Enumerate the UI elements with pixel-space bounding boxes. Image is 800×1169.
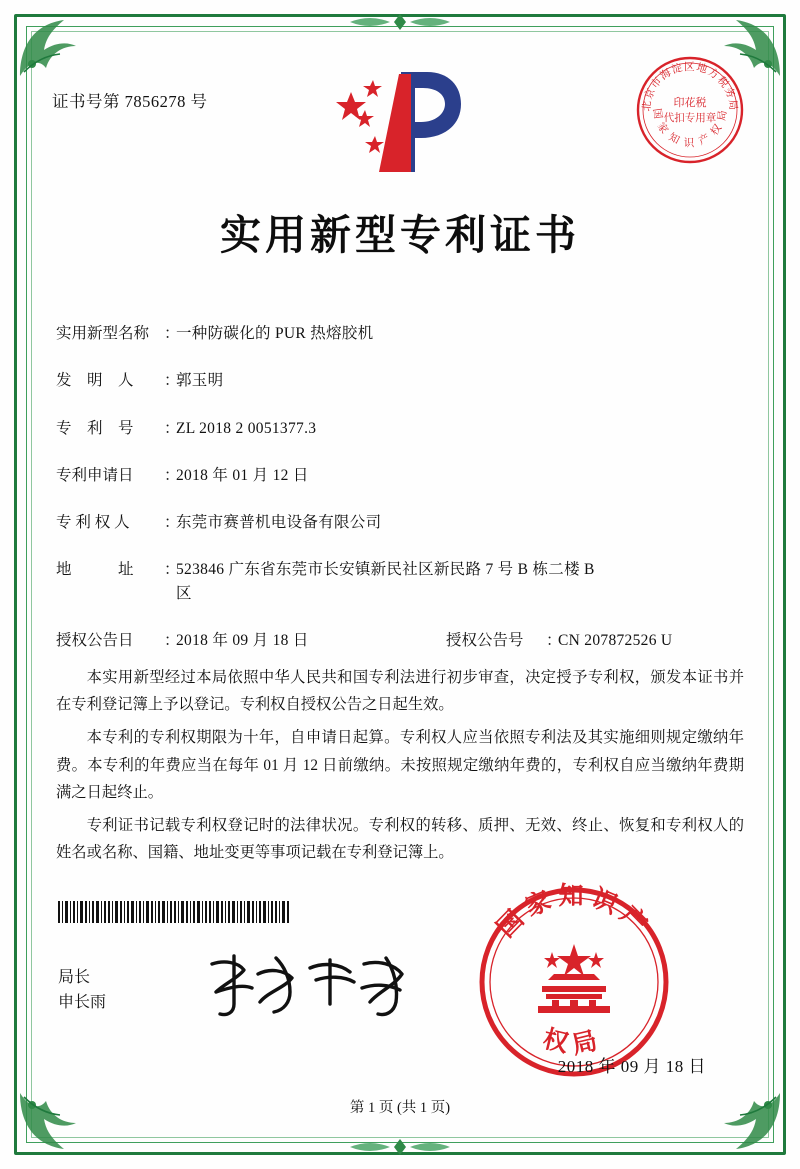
svg-text:国家知识产: 国家知识产 [492,883,656,943]
field-row-patentee [56,511,744,534]
director-signature-image [198,944,428,1024]
paragraph: 专利证书记载专利权登记时的法律状况。专利权的转移、质押、无效、终止、恢复和专利权人的姓名或名称、国籍、地址变更等事项记载在专利登记簿上。 [56,817,744,862]
field-value: CN 207872526 U [558,631,673,649]
field-value: 一种防碳化的 PUR 热熔胶机 [176,325,374,342]
grant-number-group [446,629,744,652]
field-colon: ： [164,325,180,342]
address-line-2: 区 [176,584,192,602]
grant-date-group [56,629,446,652]
field-label: 授权公告号 [446,631,524,649]
director-name: 申长雨 [58,993,107,1011]
paragraph: 本实用新型经过本局依照中华人民共和国专利法进行初步审查，决定授予专利权，颁发本证书并在专利登记簿上予以登记。专利权自授权公告之日起生效。 [56,669,744,714]
field-value: 2018 年 01 月 12 日 [176,466,309,484]
field-row-grant [56,629,744,652]
field-label: 专 利 号 [56,419,134,437]
sipo-logo-icon [315,64,485,179]
address-line-1: 523846 广东省东莞市长安镇新民社区新民路 7 号 B 栋二楼 B [176,561,595,579]
field-colon: ： [164,561,180,579]
svg-text:代扣专用章: 代扣专用章 [663,113,717,124]
svg-text:国 家 知 识 产 权 局: 国 家 知 识 产 权 局 [650,107,730,149]
svg-text:权局: 权局 [540,1025,608,1060]
field-colon: ： [164,466,180,484]
certificate-content [48,44,752,1125]
field-value: 东莞市赛普机电设备有限公司 [176,514,382,531]
tax-stamp-seal [634,54,746,166]
field-value: 2018 年 09 月 18 日 [176,631,309,649]
field-value: ZL 2018 2 0051377.3 [176,419,317,437]
edge-ornament-icon [340,12,460,34]
director-block [58,966,106,1016]
field-colon: ： [164,419,180,437]
field-row-inventor [56,369,744,392]
field-row-address [56,558,744,605]
field-colon: ： [164,631,180,649]
seal-date: 2018 年 09 月 18 日 [557,1057,706,1076]
director-label: 局长 [58,969,91,986]
paragraph: 本专利的专利权期限为十年，自申请日起算。专利权人应当依照专利法及其实施细则规定缴纳年费。本专利的年费应当在每年 01 月 12 日前缴纳。未按照规定缴纳年费的，专利权自应当缴纳年费期满之日起终止。 [56,729,744,801]
field-label: 实用新型名称 [56,325,150,342]
field-row-name [56,322,744,345]
barcode [58,901,290,923]
field-value: 郭玉明 [176,372,224,390]
svg-text:印花税: 印花税 [673,97,707,109]
fields-block [56,322,744,662]
field-label: 发 明 人 [56,372,134,390]
field-row-application-date [56,464,744,487]
field-row-patent-number [56,417,744,440]
field-colon: ： [546,631,562,649]
page-title: 实用新型专利证书 [220,212,580,258]
field-colon: ： [164,514,180,531]
edge-ornament-icon [340,1135,460,1157]
field-label: 专利申请日 [56,466,134,484]
field-label: 地 址 [56,561,134,579]
legal-paragraphs [56,664,744,873]
certificate-number: 证书号第 7856278 号 [52,92,208,111]
page-number: 第 1 页 (共 1 页) [349,1100,451,1116]
svg-text:北京市海淀区地方税务局: 北京市海淀区地方税务局 [641,62,739,112]
field-label: 专 利 权 人 [56,514,130,531]
field-value-address [176,558,744,605]
field-label: 授权公告日 [56,631,134,649]
field-colon: ： [164,372,180,390]
